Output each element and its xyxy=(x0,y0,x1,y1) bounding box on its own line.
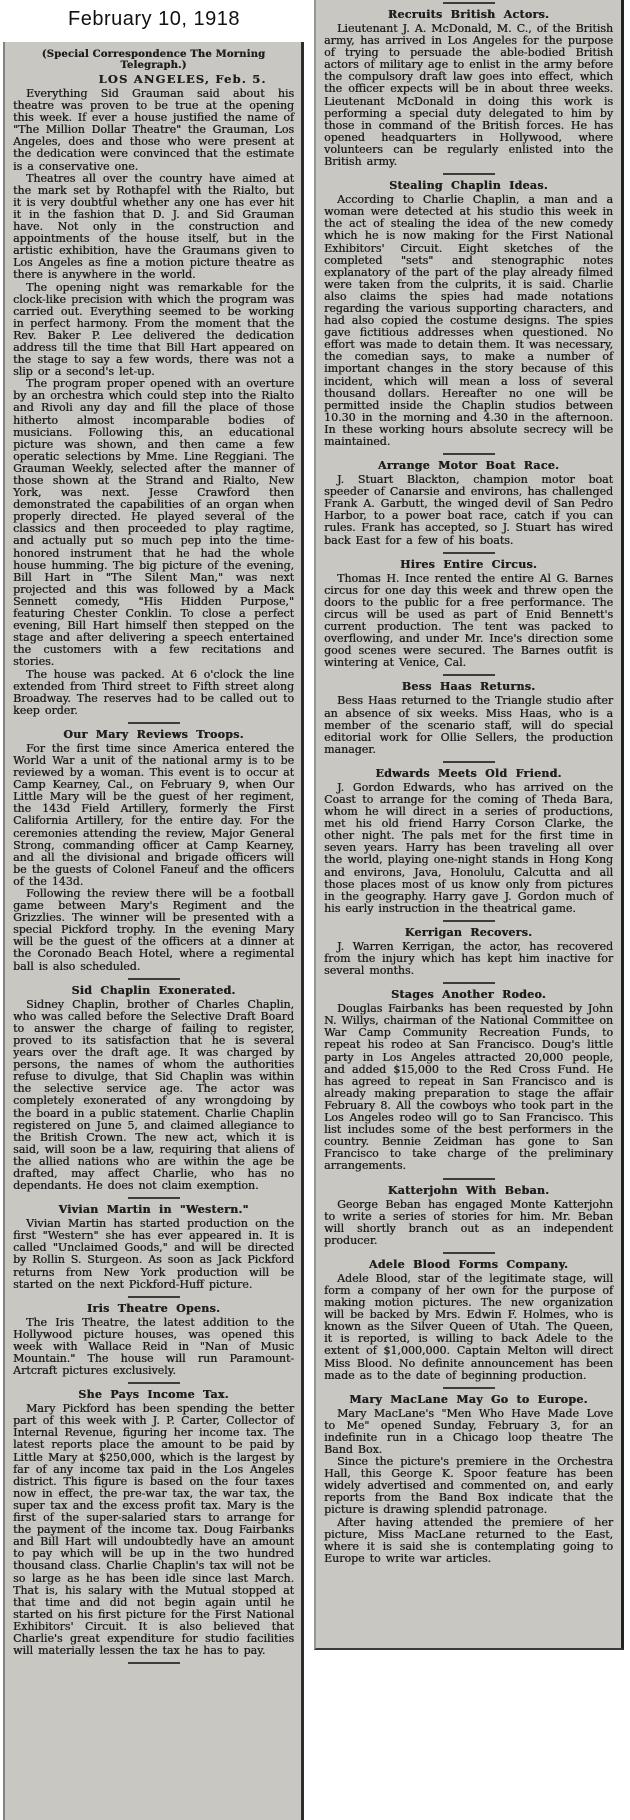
article-paragraph: George Beban has engaged Monte Katterjohn to write a series of stories for him. Mr. Beban will shortly branch out as an independent producer. xyxy=(324,1197,613,1247)
section-divider-rule xyxy=(443,552,495,554)
section-headline: Stages Another Rodeo. xyxy=(391,988,546,1002)
article-paragraph: After having attended the premiere of her picture, Miss MacLane returned to the East, where it is said she is contemplating going to Europe to write war articles. xyxy=(324,1515,613,1565)
newspaper-clipping-left-column xyxy=(3,42,304,1820)
article-paragraph: Lieutenant J. A. McDonald, M. C., of the British army, has arrived in Los Angeles for the purpose of trying to persuade the able-bodied British actors of military age to enlist in the army before the compulsory draft law goes into effect, which the officer expects will be in about three weeks. Lieutenant McDonald in doing this work is performing a special duty delegated to him by those in command of the British forces. He has opened headquarters in Hollywood, where volunteers can be regularly enlisted into the British army. xyxy=(324,22,613,169)
section-divider-rule xyxy=(128,978,180,980)
section-headline: Stealing Chaplin Ideas. xyxy=(389,179,548,193)
section-divider-rule xyxy=(443,1387,495,1389)
page-date-title: February 10, 1918 xyxy=(68,8,240,30)
section-divider-rule xyxy=(443,453,495,455)
article-paragraph: Adele Blood, star of the legitimate stage, will form a company of her own for the purpose of making motion pictures. The new organization will be backed by Mrs. Edwin F. Holmes, who is known as the Silver Queen of Utah. The Queen, it is reported, is willing to back Adele to the extent of $1,000,000. Captain Melton will direct Miss Blood. No definite announcement has been made as to the date of beginning production. xyxy=(324,1271,613,1382)
section-headline: Katterjohn With Beban. xyxy=(387,1183,550,1197)
article-paragraph: Everything Sid Grauman said about his theatre was proven to be true at the opening this week. If ever a house justified the name of "The Million Dollar Theatre" the Grauman, Los Angeles, does and those who were present at the dedication were convinced that the estimate is a conservative one. xyxy=(13,87,294,173)
section-headline: Edwards Meets Old Friend. xyxy=(375,766,562,780)
article-paragraph: Vivian Martin has started production on the first "Western" she has ever appeared in. It is called "Unclaimed Goods," and will be directed by Rollin S. Sturgeon. As soon as Jack Pickford returns from New York production will be started on the next Pickford-Huff picture. xyxy=(13,1217,294,1291)
section-divider-rule xyxy=(128,1197,180,1199)
section-divider-rule xyxy=(443,982,495,984)
article-paragraph: Mary Pickford has been spending the better part of this week with J. P. Carter, Collector of Internal Revenue, figuring her income tax. The latest reports place the amount to be paid by Little Mary at $250,000, which is the largest by far of any income tax paid in the Los Angeles district. This figure is based on the four taxes now in effect, the pre-war tax, the war tax, the super tax and the excess profit tax. Mary is the first of the super-salaried stars to arrange for the payment of the income tax. Doug Fairbanks and Bill Hart will undoubtedly have an amount to pay which will be up in the two hundred thousand class. Charlie Chaplin's tax will not be so large as he has been idle since last March. That is, his salary with the Mutual stopped at that time and did not begin again until he started on his first picture for the First National Exhibitors' Circuit. It is also believed that Charlie's great expenditure for studio facilities will materially lessen the tax he has to pay. xyxy=(13,1402,294,1658)
section-headline: Kerrigan Recovers. xyxy=(404,925,533,939)
article-paragraph: Douglas Fairbanks has been requested by John N. Willys, chairman of the National Committee on War Camp Community Recreation Funds, to repeat his rodeo at San Francisco. Doug's little party in Los Angeles attracted 20,000 people, and added $15,000 to the Red Cross Fund. He has agreed to repeat in San Francisco and is already making preparation to stage the affair February 8. All the cowboys who took part in the Los Angeles rodeo will go to San Francisco. This list includes some of the best performers in the country. Bennie Zeidman has gone to San Francisco to take charge of the preliminary arrangements. xyxy=(324,1002,613,1173)
section-headline: Arrange Motor Boat Race. xyxy=(377,459,560,473)
section-divider-rule xyxy=(443,1252,495,1254)
credit-line: (Special Correspondence The Morning Telegraph.) xyxy=(41,49,266,71)
article-paragraph: Mary MacLane's "Men Who Have Made Love to Me" opened Sunday, February 3, for an indefinite run in a Chicago loop theatre The Band Box. xyxy=(324,1406,613,1456)
lead-article-body xyxy=(13,88,294,717)
article-paragraph: The program proper opened with an overture by an orchestra which could step into the Rialto and Rivoli any day and fill the place of those hitherto almost incomparable bodies of musicians. Following this, an educational picture was shown, and then came a few operatic selections by Mme. Line Reggiani. The Grauman Weekly, selected after the manner of those shown at the Strand and Rialto, New York, was next. Jesse Crawford then demonstrated the capabilities of an organ when properly directed. He played several of the classics and then proceeded to play ragtime, and actually put so much pep into the time-honored instrument that he had the whole house humming. The big picture of the evening, Bill Hart in "The Silent Man," was next projected and this was followed by a Mack Sennett comedy, "His Hidden Purpose," featuring Chester Conklin. To close a perfect evening, Bill Hart himself then stepped on the stage and after delivering a speech entertained the customers with a few recitations and stories. xyxy=(13,377,294,669)
article-paragraph: Following the review there will be a football game between Mary's Regiment and the Grizzlies. The winner will be presented with a special Pickford trophy. In the evening Mary will be the guest of the officers at a dinner at the Coronado Beach Hotel, where a regimental ball is also scheduled. xyxy=(13,887,294,973)
dateline: LOS ANGELES, Feb. 5. xyxy=(98,72,267,86)
section-divider-rule xyxy=(128,722,180,724)
section-headline: Recruits British Actors. xyxy=(387,8,550,21)
article-paragraph: Since the picture's premiere in the Orchestra Hall, this George K. Spoor feature has been widely advertised and commented on, and early reports from the Band Box indicate that the picture is drawing splendid patronage. xyxy=(324,1455,613,1517)
article-paragraph: The opening night was remarkable for the clock-like precision with which the program was carried out. Everything seemed to be working in perfect harmony. From the moment that the Rev. Baker P. Lee delivered the dedication address till the time that Bill Hart appeared on the stage to say a few words, there was not a slip or a second's let-up. xyxy=(13,280,294,379)
article-paragraph: Bess Haas returned to the Triangle studio after an absence of six weeks. Miss Haas, who is a member of the scenario staff, will do special editorial work for Ollie Sellers, the production manager. xyxy=(324,694,613,756)
section-divider-rule xyxy=(443,674,495,676)
article-paragraph: J. Warren Kerrigan, the actor, has recovered from the injury which has kept him inactive for several months. xyxy=(324,939,613,978)
section-divider-rule xyxy=(443,761,495,763)
section-divider-rule xyxy=(128,1382,180,1384)
section-divider-rule xyxy=(443,2,495,4)
left-column-sections xyxy=(13,722,294,1664)
section-divider-rule xyxy=(443,920,495,922)
section-headline: Hires Entire Circus. xyxy=(399,557,538,571)
article-paragraph: For the first time since America entered the World War a unit of the national army is to be reviewed by a woman. This event is to occur at Camp Kearney, Cal., on February 9, when Our Little Mary will be the guest of her regiment, the 143d Field Artillery, formerly the First California Artillery, for the entire day. For the ceremonies attending the review, Major General Strong, commanding officer at Camp Kearney, and all the divisional and brigade officers will be the guests of Colonel Faneuf and the officers of the 143d. xyxy=(13,741,294,888)
article-paragraph: J. Stuart Blackton, champion motor boat speeder of Canarsie and environs, has challenged Frank A. Garbutt, the winged devil of San Pedro Harbor, to a power boat race, catch if you can rules. Frank has accepted, so J. Stuart has wired back East for a few of his boats. xyxy=(324,473,613,547)
article-paragraph: J. Gordon Edwards, who has arrived on the Coast to arrange for the coming of Theda Bara, whom he will direct in a series of productions, met his old friend Harry Corson Clarke, the other night. The pals met for the first time in seven years. Harry has been traveling all over the world, playing one-night stands in Hong Kong and environs, Java, Honolulu, Calcutta and all those places most of us know only from pictures in the geography. Harry gave J. Gordon much of his early instruction in the theatrical game. xyxy=(324,780,613,915)
newspaper-clipping-right-column xyxy=(314,0,624,1650)
section-headline: Adele Blood Forms Company. xyxy=(368,1257,569,1271)
section-headline: Bess Haas Returns. xyxy=(401,680,536,694)
section-headline: Vivian Martin in "Western." xyxy=(58,1203,249,1217)
article-paragraph: The house was packed. At 6 o'clock the line extended from Third street to Fifth street along Broadway. The reserves had to be called out to keep order. xyxy=(13,667,294,717)
article-paragraph: The Iris Theatre, the latest addition to the Hollywood picture houses, was opened this week with Wallace Reid in "Nan of Music Mountain." The house will run Paramount-Artcraft pictures exclusively. xyxy=(13,1315,294,1378)
section-divider-rule xyxy=(443,1178,495,1180)
right-column-sections xyxy=(324,2,613,1565)
section-divider-rule xyxy=(128,1662,180,1664)
section-headline: Sid Chaplin Exonerated. xyxy=(71,983,236,997)
section-divider-rule xyxy=(128,1296,180,1298)
article-paragraph: According to Charlie Chaplin, a man and a woman were detected at his studio this week in the act of stealing the idea of the new comedy which he is now making for the First National Exhibitors' Circuit. Eight sketches of the completed "sets" and stenographic notes explanatory of the part of the play already filmed were taken from the culprits, it is said. Charlie also claims the spies had made notations regarding the various supporting characters, and had also copied the costume designs. The spies gave fictitious addresses when questioned. No effort was made to detain them. It was necessary, the comedian says, to make a number of important changes in the story because of this incident, which will mean a loss of several thousand dollars. Hereafter no one will be permitted inside the Chaplin studios between 10.30 in the morning and 4.30 in the afternoon. In these working hours absolute secrecy will be maintained. xyxy=(324,193,613,448)
article-paragraph: Thomas H. Ince rented the entire Al G. Barnes circus for one day this week and threw open the doors to the public for a free performance. The circus will be used as part of Enid Bennett's current production. The tent was packed to overflowing, and under Mr. Ince's direction some good scenes were secured. The Barnes outfit is wintering at Venice, Cal. xyxy=(324,571,613,670)
article-paragraph: Sidney Chaplin, brother of Charles Chaplin, who was called before the Selective Draft Board to answer the charge of failing to register, proved to its satisfaction that he is several years over the draft age. It was charged by persons, the names of whom the authorities refuse to divulge, that Sid Chaplin was within the selective service age. The actor was completely exonerated of any wrongdoing by the board in a public statement. Charlie Chaplin registered on June 5, and claimed allegiance to the British Crown. The new act, which it is said, will soon be a law, requiring that aliens of the allied nations who are within the age be drafted, may affect Charlie, who has no dependants. He does not claim exemption. xyxy=(13,997,294,1193)
section-headline: Mary MacLane May Go to Europe. xyxy=(349,1392,588,1406)
section-headline: Our Mary Reviews Troops. xyxy=(63,727,244,741)
section-headline: She Pays Income Tax. xyxy=(78,1388,229,1402)
section-divider-rule xyxy=(443,173,495,175)
section-headline: Iris Theatre Opens. xyxy=(86,1301,221,1315)
article-paragraph: Theatres all over the country have aimed at the mark set by Rothapfel with the Rialto, but it is very doubtful whether any one has ever hit it in the fashion that D. J. and Sid Grauman have. Not only in the construction and appointments of the house itself, but in the artistic exhibition, have the Graumans given to Los Angeles as fine a motion picture theatre as there is anywhere in the world. xyxy=(13,171,294,282)
